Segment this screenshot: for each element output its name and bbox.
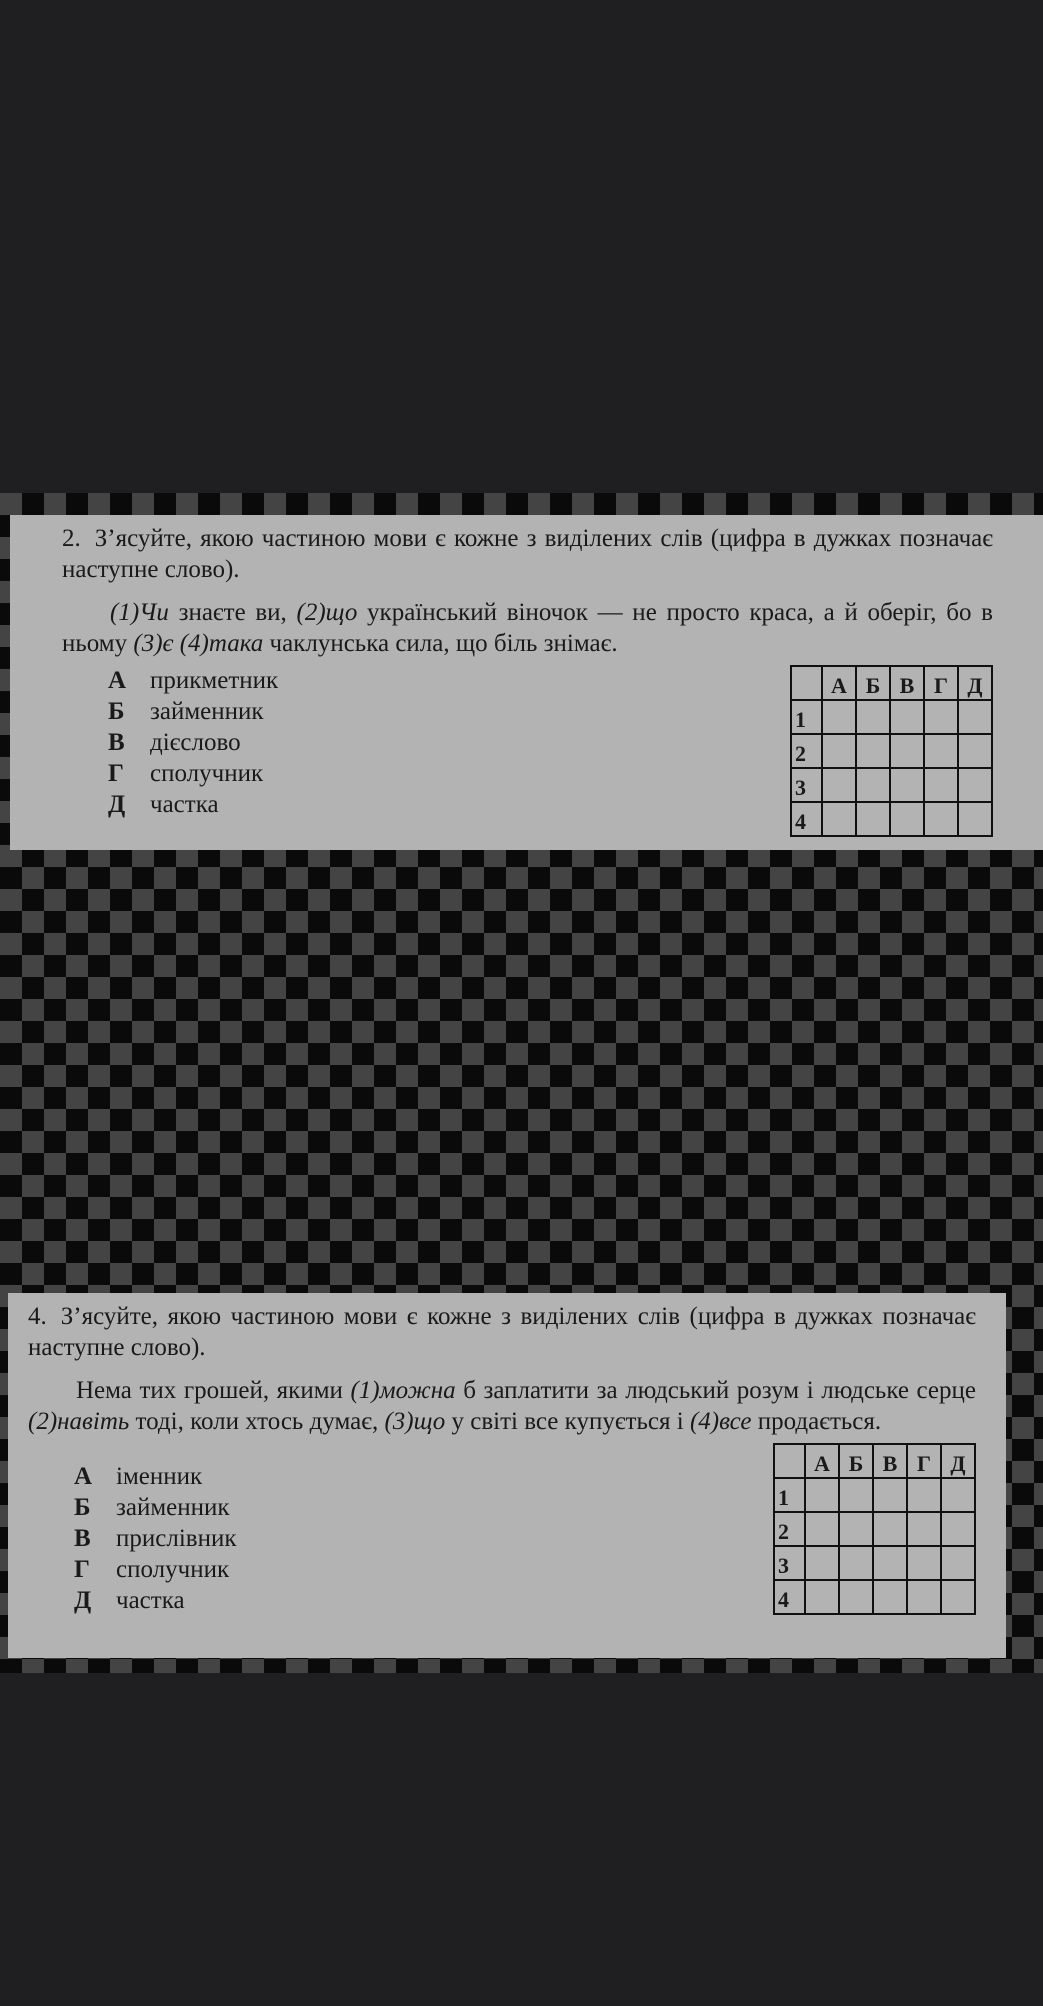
highlight-word-4: (4)все [689, 1408, 752, 1435]
grid-col-header: Г [924, 666, 958, 700]
answer-cell[interactable] [873, 1546, 907, 1580]
answer-cell[interactable] [856, 734, 890, 768]
passage-text: тоді, коли хтось думає, [129, 1408, 385, 1435]
grid-col-header: Д [958, 666, 992, 700]
option-letter: В [108, 729, 125, 756]
task-2-prompt [62, 523, 993, 585]
answer-cell[interactable] [941, 1512, 975, 1546]
answer-cell[interactable] [839, 1512, 873, 1546]
option-letter: А [108, 667, 127, 694]
answer-cell[interactable] [924, 734, 958, 768]
grid-header-row [791, 666, 992, 700]
grid-header-row [774, 1444, 975, 1478]
answer-cell[interactable] [907, 1478, 941, 1512]
answer-cell[interactable] [856, 768, 890, 802]
task-2-card [10, 515, 1043, 850]
option-letter: Д [108, 791, 126, 818]
grid-row-header: 2 [774, 1512, 805, 1546]
option-text: прислівник [116, 1525, 237, 1552]
answer-cell[interactable] [839, 1580, 873, 1614]
grid-col-header: Б [856, 666, 890, 700]
answer-cell[interactable] [907, 1580, 941, 1614]
task-4-prompt [28, 1301, 976, 1363]
option-text: дієслово [150, 729, 241, 756]
passage-text: б заплатити за людський розум і людське серце [455, 1377, 976, 1404]
grid-col-header: В [873, 1444, 907, 1478]
option-letter: Б [108, 698, 125, 725]
option-text: займенник [150, 698, 264, 725]
task-4-answer-area [28, 1443, 976, 1616]
grid-row [791, 700, 992, 734]
highlight-word-3: (3)є [133, 630, 174, 657]
option-text: сполучник [150, 760, 264, 787]
answer-cell[interactable] [839, 1478, 873, 1512]
option-letter: А [74, 1463, 93, 1490]
option-text: частка [116, 1587, 185, 1614]
grid-row [774, 1546, 975, 1580]
answer-cell[interactable] [941, 1478, 975, 1512]
answer-cell[interactable] [805, 1580, 839, 1614]
task-4-number: 4. [28, 1303, 47, 1330]
option-text: прикметник [150, 667, 279, 694]
answer-cell[interactable] [907, 1512, 941, 1546]
grid-corner [774, 1444, 805, 1478]
grid-row [791, 768, 992, 802]
answer-cell[interactable] [822, 768, 856, 802]
answer-cell[interactable] [890, 734, 924, 768]
answer-cell[interactable] [873, 1512, 907, 1546]
task-4-prompt-text: З’ясуйте, якою частиною мови є кожне з виділених слів (цифра в дужках позначає наступне слово). [28, 1303, 976, 1361]
answer-cell[interactable] [822, 734, 856, 768]
answer-cell[interactable] [873, 1580, 907, 1614]
passage-text: чаклунська сила, що біль знімає. [263, 630, 618, 657]
answer-cell[interactable] [805, 1478, 839, 1512]
option-text: займенник [116, 1494, 230, 1521]
answer-cell[interactable] [907, 1546, 941, 1580]
answer-cell[interactable] [924, 768, 958, 802]
answer-cell[interactable] [958, 700, 992, 734]
option-letter: В [74, 1525, 91, 1552]
grid-col-header: Д [941, 1444, 975, 1478]
grid-row-header: 4 [791, 802, 822, 836]
answer-cell[interactable] [941, 1546, 975, 1580]
grid-row-header: 3 [774, 1546, 805, 1580]
task-2-prompt-text: З’ясуйте, якою частиною мови є кожне з виділених слів (цифра в дужках позначає наступне слово). [62, 525, 993, 583]
grid-row [774, 1512, 975, 1546]
answer-cell[interactable] [890, 802, 924, 836]
grid-col-header: А [805, 1444, 839, 1478]
grid-row [774, 1580, 975, 1614]
task-4-card [8, 1293, 1006, 1658]
task-4-passage [28, 1375, 976, 1437]
passage-text: продається. [751, 1408, 882, 1435]
answer-cell[interactable] [924, 700, 958, 734]
grid-row-header: 4 [774, 1580, 805, 1614]
answer-cell[interactable] [958, 768, 992, 802]
task-2-passage [62, 597, 993, 659]
answer-cell[interactable] [822, 802, 856, 836]
highlight-word-3: (3)що [384, 1408, 446, 1435]
answer-cell[interactable] [839, 1546, 873, 1580]
grid-row [791, 802, 992, 836]
highlight-word-4: (4)така [179, 630, 264, 657]
answer-cell[interactable] [890, 700, 924, 734]
option-text: сполучник [116, 1556, 230, 1583]
task-4-answer-grid [773, 1443, 976, 1615]
answer-cell[interactable] [822, 700, 856, 734]
task-2-number: 2. [62, 525, 81, 552]
answer-cell[interactable] [924, 802, 958, 836]
option-text: іменник [116, 1463, 203, 1490]
answer-cell[interactable] [941, 1580, 975, 1614]
grid-row-header: 2 [791, 734, 822, 768]
grid-col-header: Б [839, 1444, 873, 1478]
task-2-answer-area [62, 665, 993, 834]
answer-cell[interactable] [856, 700, 890, 734]
option-letter: Г [108, 760, 124, 787]
grid-row [791, 734, 992, 768]
answer-cell[interactable] [856, 802, 890, 836]
grid-row [774, 1478, 975, 1512]
passage-text: український віночок — не просто краса, а й оберіг, бо в ньому [62, 599, 993, 657]
grid-col-header: Г [907, 1444, 941, 1478]
task-2-answer-grid [790, 665, 993, 837]
answer-cell[interactable] [890, 768, 924, 802]
option-text: частка [150, 791, 219, 818]
highlight-word-1: (1)Чи [110, 599, 169, 626]
grid-corner [791, 666, 822, 700]
passage-text: у світі все купується і [445, 1408, 690, 1435]
passage-text: Нема тих грошей, якими [76, 1377, 351, 1404]
answer-cell[interactable] [958, 802, 992, 836]
answer-cell[interactable] [873, 1478, 907, 1512]
highlight-word-1: (1)можна [350, 1377, 456, 1404]
grid-row-header: 1 [791, 700, 822, 734]
grid-row-header: 1 [774, 1478, 805, 1512]
grid-col-header: А [822, 666, 856, 700]
option-letter: Г [74, 1556, 90, 1583]
answer-cell[interactable] [958, 734, 992, 768]
passage-text: знаєте ви, [168, 599, 297, 626]
highlight-word-2: (2)навіть [28, 1408, 130, 1435]
grid-col-header: В [890, 666, 924, 700]
answer-cell[interactable] [805, 1512, 839, 1546]
grid-row-header: 3 [791, 768, 822, 802]
answer-cell[interactable] [805, 1546, 839, 1580]
highlight-word-2: (2)що [296, 599, 358, 626]
option-letter: Б [74, 1494, 91, 1521]
option-letter: Д [74, 1587, 92, 1614]
